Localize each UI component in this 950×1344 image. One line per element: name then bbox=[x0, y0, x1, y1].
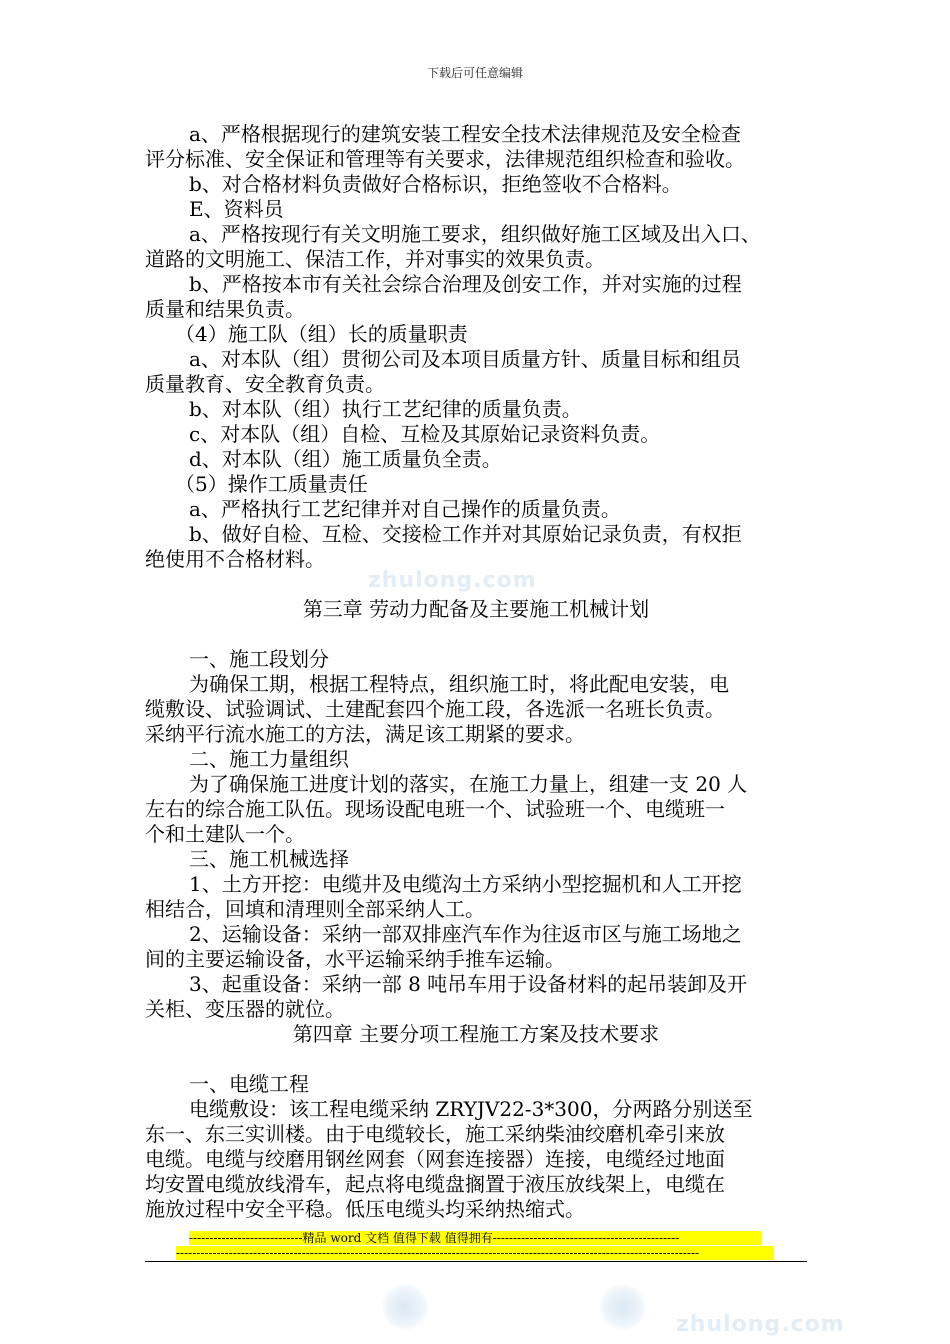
text-line: b、严格按本市有关社会综合治理及创安工作，并对实施的过程 bbox=[189, 272, 742, 296]
text-line: 一、电缆工程 bbox=[189, 1072, 309, 1096]
text-line: 2、运输设备：采纳一部双排座汽车作为往返市区与施工场地之 bbox=[189, 922, 742, 946]
text-line: 评分标准、安全保证和管理等有关要求，法律规范组织检查和验收。 bbox=[145, 147, 745, 171]
chapter-heading: 第三章 劳动力配备及主要施工机械计划 bbox=[302, 597, 650, 621]
text-line: 质量教育、安全教育负责。 bbox=[145, 372, 385, 396]
watermark-text: zhulong.com bbox=[368, 568, 537, 593]
document-body bbox=[145, 122, 807, 1222]
text-line: c、对本队（组）自检、互检及其原始记录资料负责。 bbox=[189, 422, 661, 446]
snowflake-watermark-icon bbox=[600, 1284, 646, 1330]
text-line: 1、土方开挖：电缆井及电缆沟土方采纳小型挖掘机和人工开挖 bbox=[189, 872, 742, 896]
text-line: 绝使用不合格材料。 bbox=[145, 547, 325, 571]
text-line: b、对本队（组）执行工艺纪律的质量负责。 bbox=[189, 397, 582, 421]
text-line: 质量和结果负责。 bbox=[145, 297, 305, 321]
text-line: b、对合格材料负责做好合格标识，拒绝签收不合格料。 bbox=[189, 172, 682, 196]
text-line: 施放过程中安全平稳。低压电缆头均采纳热缩式。 bbox=[145, 1197, 585, 1221]
text-line: （5）操作工质量责任 bbox=[175, 472, 368, 496]
text-line: 缆敷设、试验调试、土建配套四个施工段，各选派一名班长负责。 bbox=[145, 697, 725, 721]
blank-line bbox=[145, 1047, 807, 1072]
blank-line bbox=[145, 572, 807, 597]
footer-rule bbox=[145, 1261, 807, 1262]
text-line: a、严格根据现行的建筑安装工程安全技术法律规范及安全检查 bbox=[189, 122, 741, 146]
text-line: 相结合，回填和清理则全部采纳人工。 bbox=[145, 897, 485, 921]
text-line: 道路的文明施工、保洁工作，并对事实的效果负责。 bbox=[145, 247, 605, 271]
text-line: 电缆。电缆与绞磨用钢丝网套（网套连接器）连接，电缆经过地面 bbox=[145, 1147, 725, 1171]
text-line: E、资料员 bbox=[189, 197, 284, 221]
footer-banner-line1: ----------------------------精品 word 文档 值得下载 值得拥有---------------------------------------------- bbox=[189, 1231, 761, 1245]
text-line: a、严格按现行有关文明施工要求，组织做好施工区域及出入口、 bbox=[189, 222, 761, 246]
text-line: 二、施工力量组织 bbox=[189, 747, 349, 771]
text-line: 左右的综合施工队伍。现场设配电班一个、试验班一个、电缆班一 bbox=[145, 797, 725, 821]
text-line: 均安置电缆放线滑车，起点将电缆盘搁置于液压放线架上，电缆在 bbox=[145, 1172, 725, 1196]
page-header: 下载后可任意编辑 bbox=[426, 66, 523, 80]
chapter-heading: 第四章 主要分项工程施工方案及技术要求 bbox=[292, 1022, 660, 1046]
text-line: a、严格执行工艺纪律并对自己操作的质量负责。 bbox=[189, 497, 621, 521]
text-line: （4）施工队（组）长的质量职责 bbox=[175, 322, 468, 346]
text-line: 东一、东三实训楼。由于电缆较长，施工采纳柴油绞磨机牵引来放 bbox=[145, 1122, 725, 1146]
watermark-text: zhulong.com bbox=[676, 1312, 845, 1337]
text-line: d、对本队（组）施工质量负全责。 bbox=[189, 447, 502, 471]
footer-banner-line2: --------------------------------------------------------------------------------------------------------------------------------- bbox=[176, 1246, 774, 1260]
text-line: 电缆敷设：该工程电缆采纳 ZRYJV22-3*300，分两路分别送至 bbox=[189, 1097, 753, 1121]
text-line: 为了确保施工进度计划的落实，在施工力量上，组建一支 20 人 bbox=[189, 772, 748, 796]
text-line: b、做好自检、互检、交接检工作并对其原始记录负责，有权拒 bbox=[189, 522, 742, 546]
text-line: 3、起重设备：采纳一部 8 吨吊车用于设备材料的起吊装卸及开 bbox=[189, 972, 748, 996]
text-line: 关柜、变压器的就位。 bbox=[145, 997, 345, 1021]
text-line: a、对本队（组）贯彻公司及本项目质量方针、质量目标和组员 bbox=[189, 347, 741, 371]
blank-line bbox=[145, 622, 807, 647]
text-line: 个和土建队一个。 bbox=[145, 822, 305, 846]
text-line: 三、施工机械选择 bbox=[189, 847, 349, 871]
text-line: 间的主要运输设备，水平运输采纳手推车运输。 bbox=[145, 947, 565, 971]
text-line: 为确保工期，根据工程特点，组织施工时，将此配电安装，电 bbox=[189, 672, 729, 696]
text-line: 采纳平行流水施工的方法，满足该工期紧的要求。 bbox=[145, 722, 585, 746]
text-line: 一、施工段划分 bbox=[189, 647, 329, 671]
snowflake-watermark-icon bbox=[382, 1284, 428, 1330]
